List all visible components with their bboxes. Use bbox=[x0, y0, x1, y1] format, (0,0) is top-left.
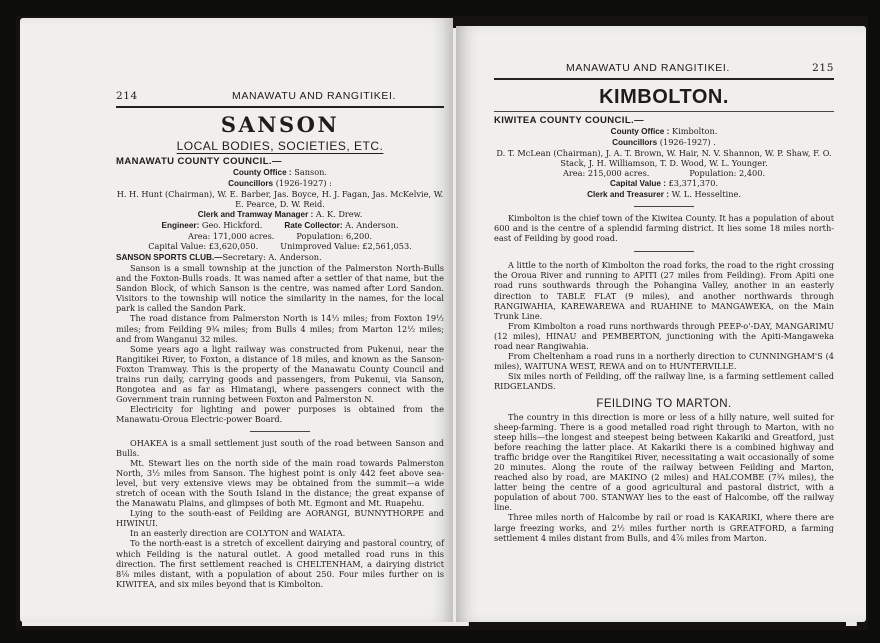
population: Population: 6,200. bbox=[296, 231, 373, 241]
council-heading: KIWITEA COUNTY COUNCIL.— bbox=[494, 115, 644, 126]
capital-value: Capital Value: £3,620,050. bbox=[148, 241, 259, 251]
section-divider bbox=[634, 206, 694, 207]
capital-value: £3,371,370. bbox=[668, 178, 719, 188]
title-rule bbox=[494, 111, 834, 112]
councillors-label: Councillors bbox=[228, 179, 274, 188]
unimproved-value: Unimproved Value: £2,561,053. bbox=[280, 241, 412, 251]
paragraph: From Cheltenham a road runs in a northerly direction to CUNNINGHAM'S (4 miles), WAITUNA WEST, REWA and on to HUNTERVILLE. bbox=[494, 351, 834, 372]
paragraph: Three miles north of Halcombe by rail or road is KAKARIKI, where there are large freezing works, and 2½ miles further north is GREATFORD, a farming settlement 4 miles distant from Bulls, and 4⅞ miles from Marton. bbox=[494, 512, 834, 543]
left-page-content bbox=[116, 90, 444, 589]
right-page-content bbox=[494, 62, 834, 543]
page-subtitle: LOCAL BODIES, SOCIETIES, ETC. bbox=[176, 139, 384, 153]
header-rule bbox=[494, 78, 834, 80]
rate-collector-label: Rate Collector: bbox=[284, 221, 343, 230]
page-title: SANSON bbox=[220, 112, 340, 137]
clerk-line bbox=[494, 189, 834, 200]
engineer-label: Engineer: bbox=[161, 221, 200, 230]
sports-club-line bbox=[116, 252, 444, 263]
area: Area: 215,000 acres. bbox=[562, 168, 650, 178]
clerk-value: W. L. Hesseltine. bbox=[671, 189, 741, 199]
paragraph: OHAKEA is a small settlement just south of the road between Sanson and Bulls. bbox=[116, 437, 444, 458]
paragraph: To the north-east is a stretch of excellent dairying and pastoral country, of which Feilding is the natural outlet. A good metalled road runs in this direction. The first settlement reached is CHELTENHAM, a dairying district 8⅛ miles distant, with a population of about 250. Four miles further on is KIWITEA, and six miles beyond that is Kimbolton. bbox=[116, 538, 444, 589]
page-number: 215 bbox=[812, 62, 834, 74]
running-head-text: MANAWATU AND RANGITIKEI. bbox=[232, 90, 396, 102]
area-population-line bbox=[494, 168, 834, 178]
paragraph: Mt. Stewart lies on the north side of the main road towards Palmerston North, 3½ miles from Sanson. The highest point is only 442 feet above sea-level, but very extensive views may be obtained from the summit—a wide stretch of ocean with the South Island in the distance; the great expanse of the Manawatu Plains, and glimpses of both Mt. Egmont and Mt. Ruapehu. bbox=[116, 457, 444, 509]
engineer-value: Geo. Hickford. bbox=[201, 220, 263, 230]
paragraph: Electricity for lighting and power purposes is obtained from the Manawatu-Oroua Electric-power Board. bbox=[116, 404, 444, 425]
paragraph: The road distance from Palmerston North is 14½ miles; from Foxton 19½ miles; from Feilding 9¾ miles; from Bulls 4 miles; from Marton 12½ miles; and from Wanganui 32 miles. bbox=[116, 313, 444, 344]
intro-paragraph: Kimbolton is the chief town of the Kiwitea County. It has a population of about 600 and is the centre of a splendid farming district. It lies some 18 miles north-east of Feilding by good road. bbox=[494, 213, 834, 244]
running-header bbox=[116, 90, 444, 102]
paragraph: Six miles north of Feilding, off the railway line, is a farming settlement called RIDGELANDS. bbox=[494, 371, 834, 392]
councillors-line bbox=[494, 137, 834, 148]
capital-value-line bbox=[494, 178, 834, 189]
section-divider bbox=[250, 431, 310, 432]
clerk-label: Clerk and Treasurer : bbox=[587, 190, 669, 199]
paragraph: Sanson is a small township at the junction of the Palmerston North-Bulls and the Foxton-Bulls roads. It was named after a settler of that name, but the Sandon Block, of which Sanson is the centre, was named after Lord Sandon. Visitors to the township will notice the similarity in the names, for the local park is called the Sandon Park. bbox=[116, 263, 444, 314]
clerk-label: Clerk and Tramway Manager : bbox=[197, 210, 314, 219]
county-office bbox=[116, 167, 444, 178]
councillors-line bbox=[116, 178, 444, 189]
paragraph: A little to the north of Kimbolton the road forks, the road to the right crossing the Oroua River and running to APITI (27 miles from Feilding). From Apiti one road runs southwards through the Pohangina Valley, another in an easterly direction to TABLE FLAT (9 miles), and another northwards through RANGIWAHIA, KAREWAREWA and RUAHINE to MANGAWEKA, on the Main Trunk Line. bbox=[494, 260, 834, 321]
county-office bbox=[494, 126, 834, 137]
area-population-line bbox=[116, 231, 444, 241]
councillors-names: H. H. Hunt (Chairman), W. E. Barber, Jas. Boyce, H. J. Fagan, Jas. McKelvie, W. E. Pearce, D. W. Reid. bbox=[116, 189, 444, 209]
section-divider bbox=[634, 251, 694, 252]
clerk-line bbox=[116, 209, 444, 220]
paragraph: The country in this direction is more or less of a hilly nature, well suited for sheep-farming. There is a good metalled road right through to Marton, with no steep hills—the longest and steepest being between Kakariki and Greatford, just before reaching the latter place. At Kakariki there is a combined highway and traffic bridge over the Rangitikei River, necessitating a wait occasionally of some 20 minutes. Along the route of the railway between Feilding and Marton, reached also by road, are MAKINO (2 miles) and HALCOMBE (7¾ miles), the latter being the centre of a good agricultural and pastoral district, with a population of about 700. STANWAY lies to the east of Halcombe, off the railway line. bbox=[494, 411, 834, 513]
councillors-year: (1926-1927) . bbox=[659, 137, 716, 147]
header-rule bbox=[116, 106, 444, 108]
paragraph: Some years ago a light railway was constructed from Pukenui, near the Rangitikei River, to Foxton, a distance of 18 miles, and known as the Sanson-Foxton Tramway. This is the property of the Manawatu County Council and trains run daily, carrying goods and passengers, from Pukenui, via Sanson, Rongotea and as far as Himatangi, where passengers connect with the Government train running between Foxton and Palmerston N. bbox=[116, 343, 444, 405]
left-page bbox=[20, 18, 453, 622]
page-title: KIMBOLTON. bbox=[599, 86, 729, 108]
running-header bbox=[494, 62, 834, 74]
sports-club-heading: SANSON SPORTS CLUB.— bbox=[116, 253, 223, 262]
councillors-year: (1926-1927) : bbox=[275, 178, 332, 188]
right-page bbox=[456, 26, 866, 622]
clerk-value: A. K. Drew. bbox=[315, 209, 363, 219]
engineer-line bbox=[116, 220, 444, 231]
area: Area: 171,000 acres. bbox=[187, 231, 275, 241]
population: Population: 2,400. bbox=[689, 168, 766, 178]
county-office-value: Sanson. bbox=[294, 167, 328, 177]
section-heading: FEILDING TO MARTON. bbox=[596, 397, 732, 410]
councillors-label: Councillors bbox=[612, 138, 658, 147]
values-line bbox=[116, 241, 444, 251]
rate-collector-value: A. Anderson. bbox=[345, 220, 399, 230]
running-head-text: MANAWATU AND RANGITIKEI. bbox=[566, 62, 730, 74]
county-office-label: County Office : bbox=[610, 127, 670, 136]
paragraph: Lying to the south-east of Feilding are AORANGI, BUNNYTHORPE and HIWINUI. bbox=[116, 508, 444, 529]
council-heading: MANAWATU COUNTY COUNCIL.— bbox=[116, 156, 282, 167]
sports-club-text: Secretary: A. Anderson. bbox=[222, 252, 322, 262]
capital-value-label: Capital Value : bbox=[609, 179, 666, 188]
paragraph: From Kimbolton a road runs northwards through PEEP-o'-DAY, MANGARIMU (12 miles), HINAU and PEMBERTON, junctioning with the Apiti-Mangaweka road near Rangiwahia. bbox=[494, 320, 834, 352]
county-office-value: Kimbolton. bbox=[671, 126, 718, 136]
councillors-names: D. T. McLean (Chairman), J. A. T. Brown, W. Hair, N. V. Shannon, W. P. Shaw, F. O. Stack, J. H. Williamson, T. D. Wood, W. L. Younger. bbox=[496, 148, 832, 168]
county-office-label: County Office : bbox=[232, 168, 292, 177]
paragraph: In an easterly direction are COLYTON and WAIATA. bbox=[130, 528, 346, 539]
page-number: 214 bbox=[116, 90, 138, 102]
